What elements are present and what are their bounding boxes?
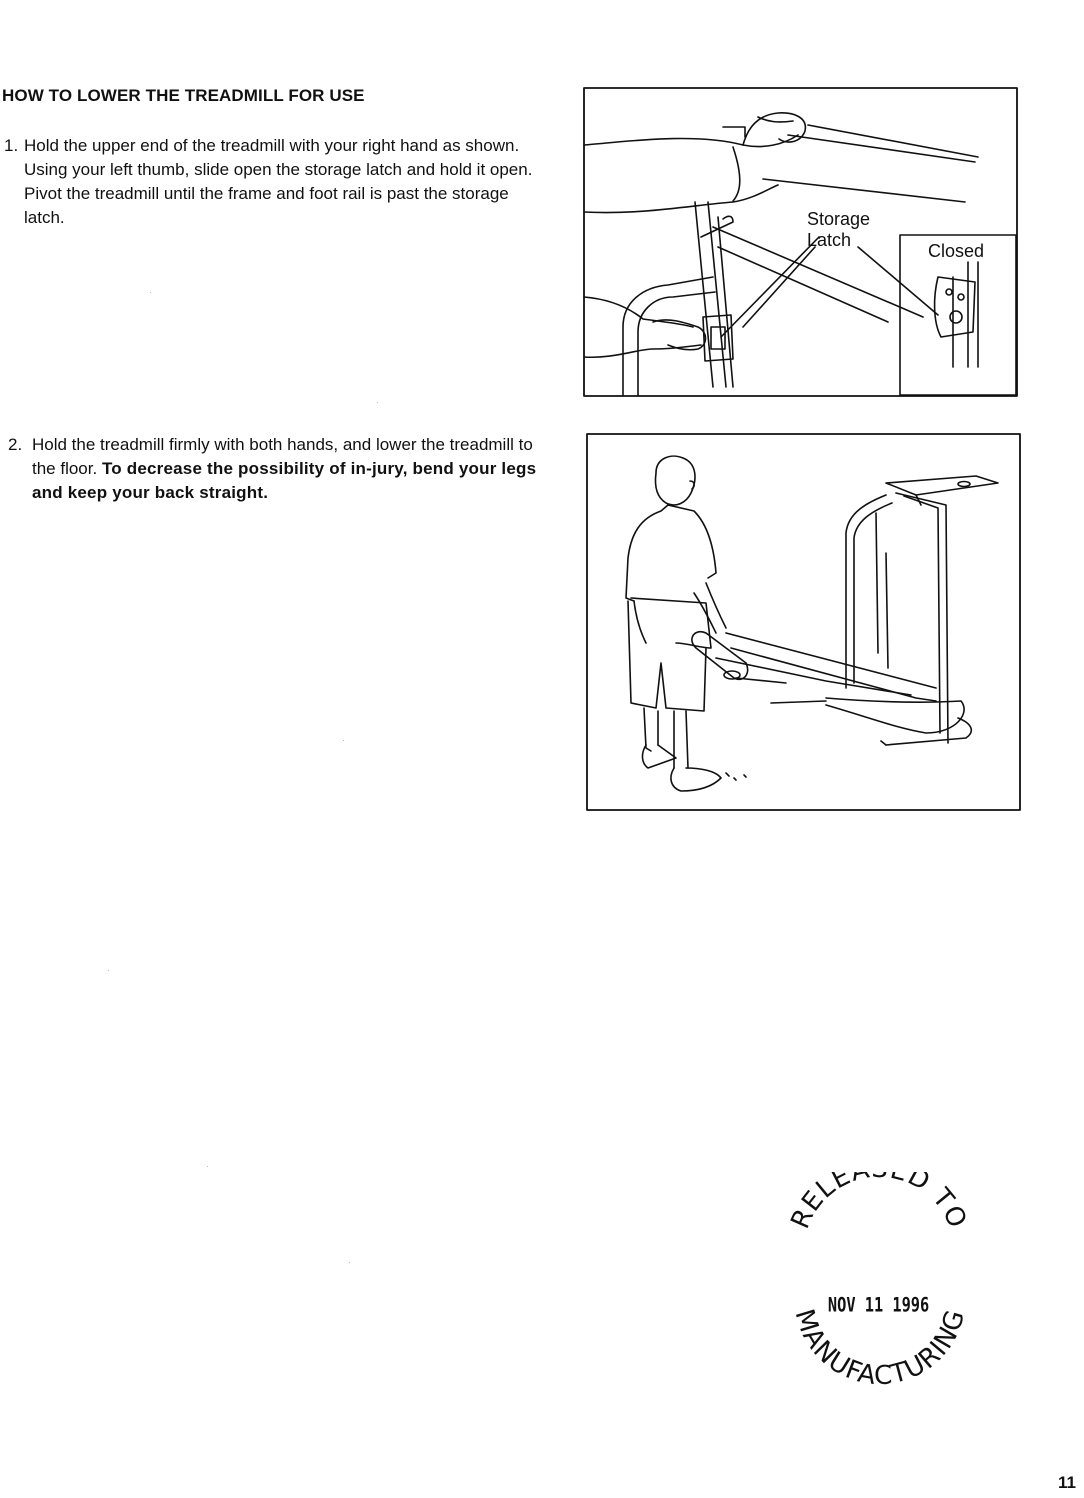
scan-speck xyxy=(343,740,344,741)
scan-speck xyxy=(377,402,378,403)
section-heading: HOW TO LOWER THE TREADMILL FOR USE xyxy=(2,86,365,105)
step-text xyxy=(4,134,550,230)
scan-speck xyxy=(349,1262,350,1263)
figure-lowering-treadmill xyxy=(586,433,1021,811)
step-plain-text: Hold the upper end of the treadmill with your right hand as shown. Using your left thumb, slide open the storage latch and hold it open. Pivot the treadmill until the frame and foot rail is past the storage latch. xyxy=(24,136,533,227)
storage-latch-illustration xyxy=(583,87,1018,397)
figure-storage-latch xyxy=(583,87,1018,397)
step-plain-text: Hold the treadmill firmly with both hands, and lower the treadmill to the floor. xyxy=(32,435,533,478)
label-closed: Closed xyxy=(928,241,985,261)
step-number: 2. xyxy=(8,435,23,454)
label-latch: Latch xyxy=(807,230,852,250)
scan-speck xyxy=(150,292,151,293)
step-number: 1. xyxy=(4,136,19,155)
stamp-bottom-text xyxy=(789,1306,972,1392)
stamp-top-textpath: RELE D TO xyxy=(785,1172,973,1234)
scan-speck xyxy=(207,1166,208,1167)
instruction-step-2 xyxy=(4,433,550,505)
stamp-top-text xyxy=(786,1172,973,1233)
instruction-step-1 xyxy=(4,134,550,230)
stamp-date: NOV 11 1996 xyxy=(827,1294,930,1318)
step-warning-text: To decrease the possibility of in-jury, bend your legs and keep your back straight. xyxy=(32,459,537,502)
step-text xyxy=(4,433,550,505)
release-stamp-graphic xyxy=(774,1172,984,1407)
lowering-treadmill-illustration xyxy=(586,433,1021,811)
page-number: 11 xyxy=(1058,1473,1076,1492)
release-stamp xyxy=(774,1172,984,1407)
stamp-bottom-textpath: MANUFACTURING xyxy=(788,1305,972,1392)
scan-speck xyxy=(108,970,109,971)
label-storage: Storage xyxy=(807,209,871,229)
